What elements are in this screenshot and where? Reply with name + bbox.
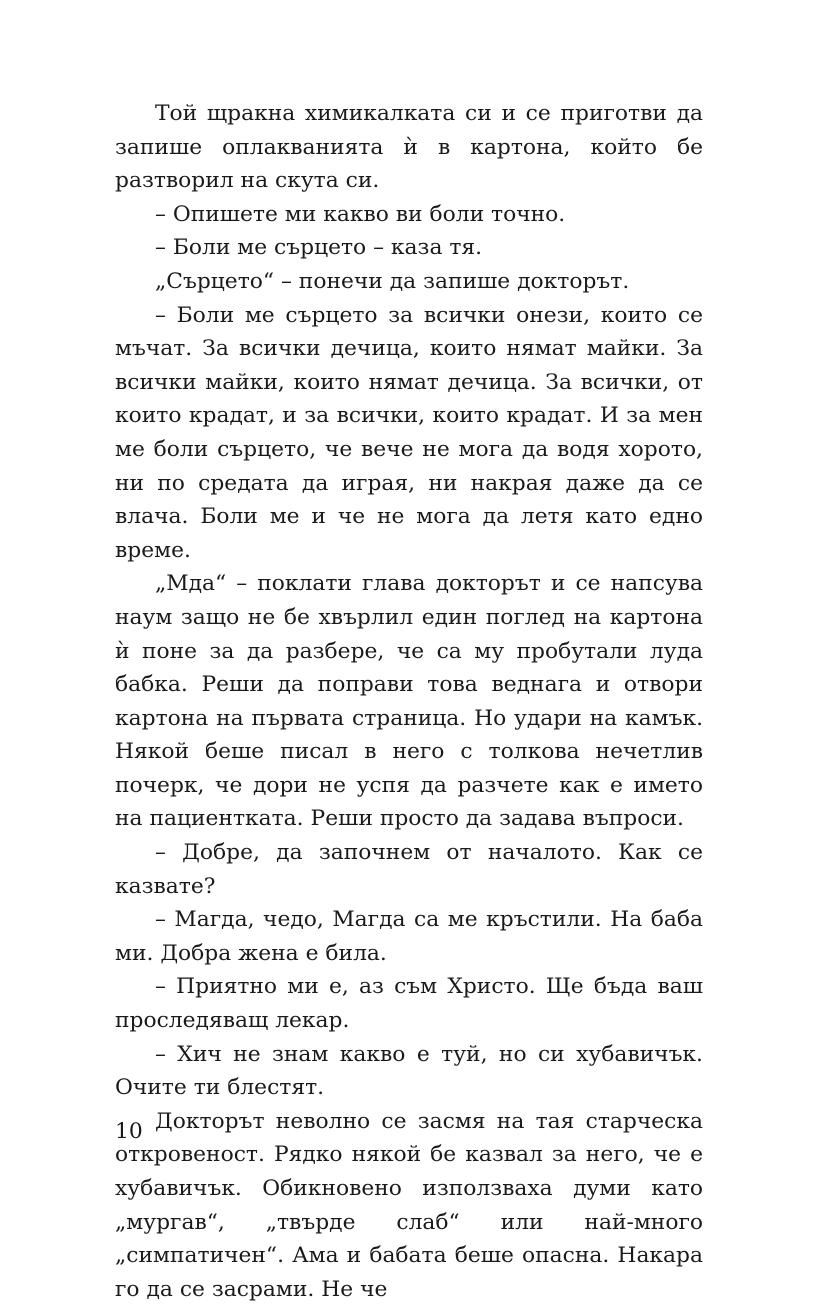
paragraph: „Мда“ – поклати глава докторът и се напсува наум защо не бе хвърлил един поглед на картона ѝ поне за да разбере, че са му пробутали луда бабка. Реши да поправи това веднага и отвори картона на първата страница. Но удари на камък. Някой беше писал в него с толкова нечетлив почерк, че дори не успя да разчете как е името на пациентката. Реши просто да задава въпроси. xyxy=(115,571,703,832)
paragraph: – Хич не знам какво е туй, но си хубавичък. Очите ти блестят. xyxy=(115,1041,703,1101)
paragraph: – Приятно ми е, аз съм Христо. Ще бъда ваш проследяващ лекар. xyxy=(115,974,703,1034)
paragraph: – Боли ме сърцето – каза тя. xyxy=(155,235,483,261)
body-text xyxy=(115,97,703,1306)
paragraph: Докторът неволно се засмя на тая старческа откровеност. Рядко някой бе казвал за него, че е хубавичък. Обикновено използваха думи като „мургав“, „твърде слаб“ или най-много „симпатичен“. Ама и бабата беше опасна. Накара го да се засрами. Не че xyxy=(115,1108,703,1302)
paragraph: – Магда, чедо, Магда са ме кръстили. На баба ми. Добра жена е била. xyxy=(115,907,703,966)
paragraph: Той щракна химикалката си и се приготви да запише оплакванията ѝ в картона, който бе разтворил на скута си. xyxy=(115,101,703,194)
paragraph: – Добре, да започнем от началото. Как се казвате? xyxy=(115,840,703,899)
paragraph: – Опишете ми какво ви боли точно. xyxy=(155,201,566,227)
paragraph: – Боли ме сърцето за всички онези, които се мъчат. За всички дечица, които нямат майки. За всички майки, които нямат дечица. За всички, от които крадат, и за всички, които крадат. И за мен ме боли сърцето, че вече не мога да водя хорото, ни по средата да играя, ни накрая даже да се влача. Боли ме и че не мога да летя като едно време. xyxy=(115,302,703,563)
paragraph: „Сърцето“ – понечи да запише докторът. xyxy=(155,268,630,294)
page-number: 10 xyxy=(115,1119,143,1144)
